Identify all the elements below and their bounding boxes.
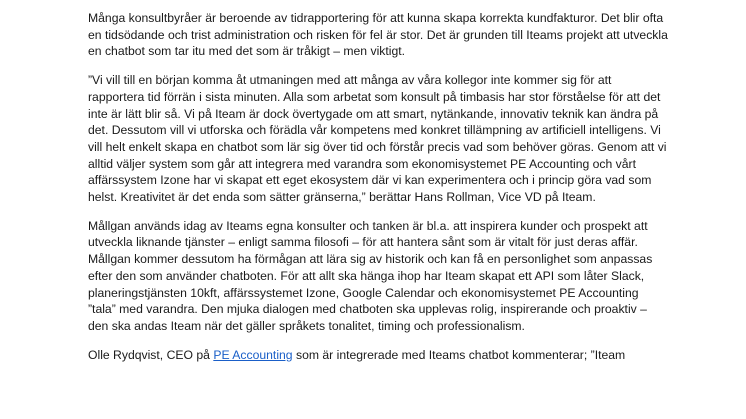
- paragraph-olle-text-start: Olle Rydqvist, CEO på: [88, 347, 214, 362]
- document-body: [88, 10, 668, 375]
- pe-accounting-link[interactable]: PE Accounting: [213, 347, 293, 362]
- paragraph-mallgan: Mållgan används idag av Iteams egna konsulter och tanken är bl.a. att inspirera kunder och prospekt att utveckla liknande tjänster – enligt samma filosofi – för att hantera sånt som är vitalt för just deras affär. Mållgan kommer dessutom ha förmågan att lära sig av historik och kan få en personlighet som anpassas efter den som använder chatboten. För att allt ska hänga ihop har Iteam skapat ett API som låter Slack, planeringstjänsten 10kft, affärssystemet Izone, Google Calendar och ekonomisystemet PE Accounting ”tala” med varandra. Den mjuka dialogen med chatboten ska upplevas rolig, inspirerande och proaktiv – den ska andas Iteam när det gäller språkets tonalitet, timing och professionalism.: [88, 218, 653, 333]
- paragraph-quote-hans-rollman: ”Vi vill till en början komma åt utmaningen med att många av våra kollegor inte kommer sig för att rapportera tid förrän i sista minuten. Alla som arbetat som konsult på timbasis har stor förståelse för att det inte är lätt blir så. Vi på Iteam är dock övertygade om att smart, nytänkande, innovativ teknik kan ändra på det. Dessutom vill vi utforska och förädla vår kompetens med konkret tillämpning av artificiell intelligens. Vi vill helt enkelt skapa en chatbot som lär sig över tid och förstår precis vad som behöver göras. Genom att vi alltid väljer system som går att integrera med varandra som ekonomisystemet PE Accounting och vårt affärssystem Izone har vi skapat ett eget ekosystem där vi kan experimentera och i princip göra vad som helst. Kreativitet är det enda som sätter gränserna,” berättar Hans Rollman, Vice VD på Iteam.: [88, 73, 667, 205]
- paragraph-olle-rydqvist: [88, 347, 668, 364]
- paragraph-olle-text-end: som är integrerade med Iteams chatbot kommenterar; ”Iteam: [292, 347, 626, 362]
- paragraph-intro: Många konsultbyråer är beroende av tidrapportering för att kunna skapa korrekta kundfakturor. Det blir ofta en tidsödande och trist administration och risken för fel är stor. Det är grunden till Iteams projekt att utveckla en chatbot som tar itu med det som är tråkigt – men viktigt.: [88, 11, 668, 59]
